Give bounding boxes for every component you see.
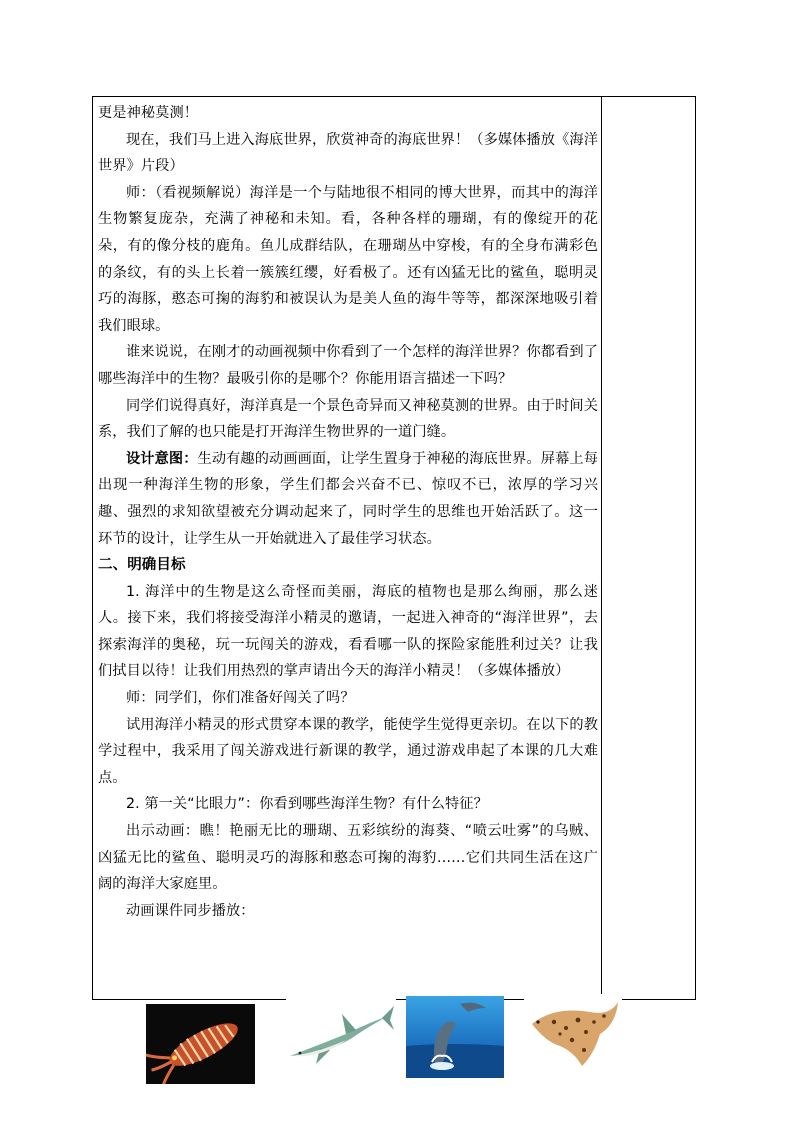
- design-intent-paragraph: [98, 446, 598, 552]
- paragraph-8: 试用海洋小精灵的形式贯穿本课的教学，能使学生觉得更亲切。在以下的教学过程中，我采用了闯关游戏进行新课的教学，通过游戏串起了本课的几大难点。: [98, 716, 598, 786]
- column-divider: [601, 96, 602, 1000]
- paragraph-11: 动画课件同步播放：: [126, 902, 255, 919]
- design-intent-label: 设计意图：: [126, 450, 198, 467]
- paragraph-7: 师：同学们，你们准备好闯关了吗？: [126, 690, 355, 707]
- animal-images: [0, 992, 794, 1092]
- paragraph-4: 同学们说得真好，海洋真是一个景色奇异而又神秘莫测的世界。由于时间关系，我们了解的也只能是打开海洋生物世界的一道门缝。: [98, 397, 598, 441]
- paragraph-1: 现在，我们马上进入海底世界，欣赏神奇的海底世界！（多媒体播放《海洋世界》片段）: [98, 131, 598, 175]
- seal-image: [524, 994, 622, 1074]
- paragraph-6: 1. 海洋中的生物是这么奇怪而美丽，海底的植物也是那么绚丽，那么迷人。接下来，我们将接受海洋小精灵的邀请，一起进入神奇的“海洋世界”，去探索海洋的奥秘，玩一玩闯关的游戏，看看哪一队的探险家能胜利过关？让我们拭目以待！让我们用热烈的掌声请出今天的海洋小精灵！（多媒体播放）: [98, 583, 598, 680]
- paragraph-10: 出示动画：瞧！艳丽无比的珊瑚、五彩缤纷的海葵、“喷云吐雾”的乌贼、凶猛无比的鲨鱼、聪明灵巧的海豚和憨态可掬的海豹……它们共同生活在这广阔的海洋大家庭里。: [98, 823, 598, 893]
- section-heading: 二、明确目标: [98, 557, 186, 574]
- squid-image: [146, 1004, 255, 1084]
- paragraph-9: 2. 第一关“比眼力”：你看到哪些海洋生物？有什么特征？: [126, 796, 488, 813]
- paragraph-0: 更是神秘莫测！: [98, 105, 199, 121]
- paragraph-3: 谁来说说，在刚才的动画视频中你看到了一个怎样的海洋世界？你都看到了哪些海洋中的生物？最吸引你的是哪个？你能用语言描述一下吗？: [98, 344, 598, 387]
- shark-image: [286, 994, 396, 1072]
- design-intent-text: 生动有趣的动画画面，让学生置身于神秘的海底世界。屏幕上每出现一种海洋生物的形象，学生们都会兴奋不已、惊叹不已，浓厚的学习兴趣、强烈的求知欲望被充分调动起来了，同时学生的思维也开始活跃了。这一环节的设计，让学生从一开始就进入了最佳学习状态。: [98, 450, 598, 547]
- dolphin-image: [406, 996, 504, 1078]
- lesson-content: [98, 100, 598, 924]
- paragraph-2: 师：（看视频解说）海洋是一个与陆地很不相同的博大世界，而其中的海洋生物繁复庞杂，充满了神秘和未知。看，各种各样的珊瑚，有的像绽开的花朵，有的像分枝的鹿角。鱼儿成群结队，在珊瑚丛中穿梭，有的全身布满彩色的条纹，有的头上长着一簇簇红缨，好看极了。还有凶猛无比的鲨鱼，聪明灵巧的海豚，憨态可掬的海豹和被误认为是美人鱼的海牛等等，都深深地吸引着我们眼球。: [98, 184, 598, 334]
